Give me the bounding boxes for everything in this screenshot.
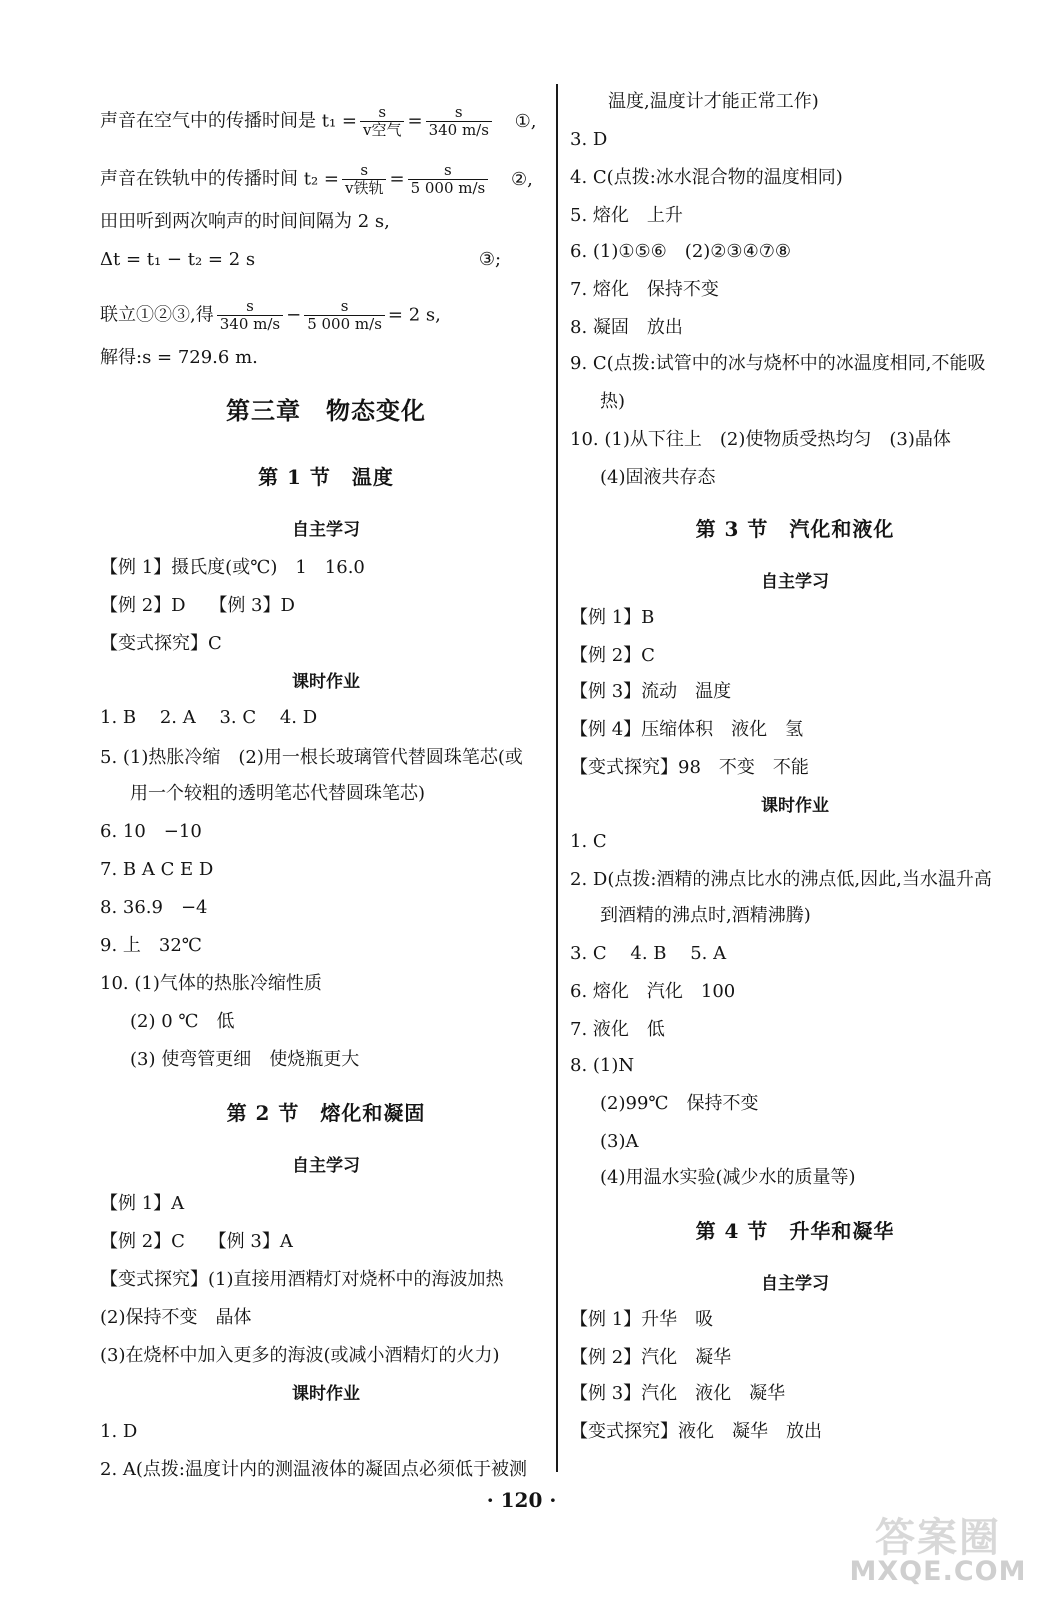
answer-line: 【例 1】A	[100, 1193, 185, 1214]
equation-text: 联立①②③,得	[100, 304, 214, 326]
interval-line: 田田听到两次响声的时间间隔为 2 s,	[100, 211, 390, 232]
section-1-self-study-heading: 自主学习	[292, 520, 360, 540]
equation-text: = 2 s,	[387, 304, 441, 326]
answer-line: 9. 上 32℃	[100, 935, 202, 956]
section-2-self-study-heading: 自主学习	[292, 1156, 360, 1176]
fraction-denominator: 340 m/s	[217, 315, 283, 333]
section-4-title: 第 4 节 升华和凝华	[695, 1219, 895, 1243]
answer-line: 【变式探究】C	[100, 633, 222, 654]
fraction	[360, 104, 404, 139]
answer-line: (3)A	[600, 1131, 639, 1152]
equation-text: 声音在铁轨中的传播时间 t₂ =	[100, 168, 339, 190]
answer-line: 6. 10 −10	[100, 821, 202, 842]
answer-line: 【变式探究】(1)直接用酒精灯对烧杯中的海波加热	[100, 1269, 504, 1290]
answer-line: (4)用温水实验(减少水的质量等)	[600, 1167, 856, 1188]
watermark-url: MXQE.COM	[849, 1556, 1027, 1587]
answer-line: 10. (1)从下往上 (2)使物质受热均匀 (3)晶体	[570, 429, 951, 450]
equation-text: 声音在空气中的传播时间是 t₁ =	[100, 110, 357, 132]
answer-line: 【例 2】C	[570, 645, 655, 666]
answer-line: 【例 3】流动 温度	[570, 681, 732, 702]
fraction	[217, 298, 283, 333]
answer-line: 【例 1】B	[570, 607, 655, 628]
fraction-denominator: 340 m/s	[426, 121, 492, 139]
answer-line: 【例 4】压缩体积 液化 氢	[570, 719, 804, 740]
answer-line: 【例 2】C 【例 3】A	[100, 1231, 293, 1252]
solution-line: 解得:s = 729.6 m.	[100, 347, 258, 368]
equation-combined	[100, 298, 441, 333]
fraction-numerator: s	[360, 161, 369, 179]
fraction	[408, 162, 489, 197]
answer-line: 8. (1)N	[570, 1055, 635, 1076]
section-2-homework-heading: 课时作业	[292, 1384, 360, 1404]
fraction	[342, 162, 386, 197]
column-divider	[556, 84, 558, 1472]
fraction-numerator: s	[246, 297, 254, 315]
answer-line: 【例 1】升华 吸	[570, 1309, 714, 1330]
answer-line: 热)	[600, 391, 626, 412]
answer-line: 温度,温度计才能正常工作)	[608, 91, 819, 112]
answer-line: (3)在烧杯中加入更多的海波(或减小酒精灯的火力)	[100, 1345, 500, 1366]
equals-sign: =	[407, 110, 423, 132]
answer-line: 5. 熔化 上升	[570, 205, 683, 226]
answer-line: (2) 0 ℃ 低	[130, 1011, 235, 1032]
answer-line: 1. D	[100, 1421, 138, 1442]
answer-line: (3) 使弯管更细 使烧瓶更大	[130, 1049, 360, 1070]
answer-line: 2. D(点拨:酒精的沸点比水的沸点低,因此,当水温升高	[570, 869, 992, 890]
answer-line: 【例 2】汽化 凝华	[570, 1347, 732, 1368]
answer-line: (4)固液共存态	[600, 467, 716, 488]
equation-mark: ②,	[510, 168, 533, 190]
answer-line: 【例 1】摄氏度(或℃) 1 16.0	[100, 557, 365, 578]
fraction-numerator: s	[340, 297, 349, 315]
answer-line: 8. 凝固 放出	[570, 317, 683, 338]
minus-sign: −	[286, 304, 302, 326]
answer-line: 1. C	[570, 831, 607, 852]
answer-line: (2)99℃ 保持不变	[600, 1093, 759, 1114]
watermark-logo	[848, 1506, 1028, 1590]
equation-delta-t	[100, 248, 501, 272]
fraction-denominator: v铁轨	[342, 179, 386, 197]
section-3-title: 第 3 节 汽化和液化	[695, 517, 895, 541]
answer-line: 到酒精的沸点时,酒精沸腾)	[600, 905, 811, 926]
answer-line: 9. C(点拨:试管中的冰与烧杯中的冰温度相同,不能吸	[570, 353, 986, 374]
fraction-numerator: s	[454, 103, 463, 121]
answer-line: 7. B A C E D	[100, 859, 214, 880]
chapter-title: 第三章 物态变化	[226, 396, 426, 425]
answer-line: 【变式探究】98 不变 不能	[570, 757, 809, 778]
answer-line: 2. A(点拨:温度计内的测温液体的凝固点必须低于被测	[100, 1459, 527, 1480]
watermark-text: 答案圈	[875, 1515, 1001, 1561]
fraction-denominator: 5 000 m/s	[408, 179, 489, 197]
equation-mark: ③;	[478, 249, 502, 270]
fraction-denominator: v空气	[360, 121, 404, 139]
section-3-homework-heading: 课时作业	[761, 796, 829, 816]
answer-line: 【例 3】汽化 液化 凝华	[570, 1383, 786, 1404]
answer-line: 8. 36.9 −4	[100, 897, 208, 918]
equation-mark: ①,	[514, 110, 537, 132]
answer-line: 【变式探究】液化 凝华 放出	[570, 1421, 822, 1442]
equation-air-time	[100, 104, 537, 139]
answer-line: 7. 液化 低	[570, 1019, 665, 1040]
answer-line: 4. C(点拨:冰水混合物的温度相同)	[570, 167, 843, 188]
section-1-title: 第 1 节 温度	[258, 465, 394, 489]
section-1-homework-heading: 课时作业	[292, 672, 360, 692]
section-2-title: 第 2 节 熔化和凝固	[226, 1101, 426, 1125]
answer-line: 3. C 4. B 5. A	[570, 943, 727, 964]
answer-line: 6. (1)①⑤⑥ (2)②③④⑦⑧	[570, 241, 791, 262]
answer-line: 5. (1)热胀冷缩 (2)用一根长玻璃管代替圆珠笔芯(或	[100, 747, 523, 768]
answer-line: 7. 熔化 保持不变	[570, 279, 719, 300]
answer-line: 10. (1)气体的热胀冷缩性质	[100, 973, 322, 994]
section-3-self-study-heading: 自主学习	[761, 572, 829, 592]
page-number: · 120 ·	[486, 1488, 557, 1512]
answer-line: 6. 熔化 汽化 100	[570, 981, 736, 1002]
answer-line: 用一个较粗的透明笔芯代替圆珠笔芯)	[130, 783, 426, 804]
section-4-self-study-heading: 自主学习	[761, 1274, 829, 1294]
equation-rail-time	[100, 162, 533, 197]
answer-line: 3. D	[570, 129, 608, 150]
fraction-numerator: s	[378, 103, 387, 121]
fraction	[426, 104, 492, 139]
fraction-denominator: 5 000 m/s	[304, 315, 385, 333]
equation-text: Δt = t₁ − t₂ = 2 s	[100, 249, 256, 270]
answer-line: 【例 2】D 【例 3】D	[100, 595, 295, 616]
answer-line: (2)保持不变 晶体	[100, 1307, 252, 1328]
equals-sign: =	[389, 168, 405, 190]
fraction-numerator: s	[444, 161, 452, 179]
answer-line: 1. B 2. A 3. C 4. D	[100, 707, 318, 728]
fraction	[304, 298, 385, 333]
